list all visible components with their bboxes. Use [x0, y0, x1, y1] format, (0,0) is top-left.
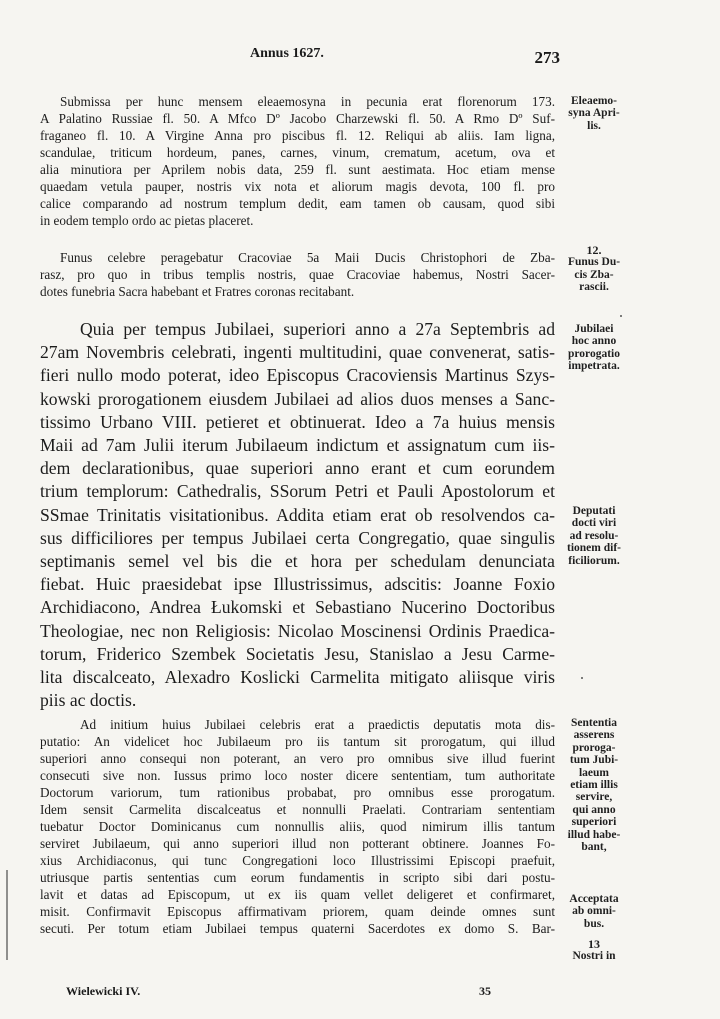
text-line: ficiliorum. [568, 554, 620, 567]
text-line: syna Apri- [568, 107, 620, 120]
text-line: Theologiae, nec non Religiosis: Nicolao Moscinensi Ordinis Praedica- [40, 620, 555, 641]
text-line: Funus Du- [567, 256, 621, 269]
text-line: fiebat. Huic praesidebat ipse Illustrissimus, adscitis: Joanne Foxio [40, 574, 555, 595]
text-line: A Palatino Russiae fl. 50. A Mfco Dº Jacobo Charzewski fl. 50. A Rmo Dº Suf- [40, 111, 555, 126]
text-line: SSmae Trinitatis visitationibus. Addita etiam erat ob resolvendos ca- [40, 504, 555, 525]
footer-sheet-number: 35 [479, 984, 491, 998]
text-line: Nostri in [572, 950, 616, 963]
text-line: tum Jubi- [569, 754, 619, 767]
text-line: Funus celebre peragebatur Cracoviae 5a Maii Ducis Christophori de Zba- [60, 250, 555, 265]
text-line: prorogatio [568, 347, 620, 360]
running-title: Annus 1627. [250, 46, 324, 61]
text-line: dem declarationibus, quae superiori anno erant et cum eorundem [40, 458, 555, 479]
margin-note-alms [560, 95, 628, 132]
text-line: putatio: An videlicet hoc Jubilaeum pro iis tantum sit prorogatum, qui illud [40, 734, 555, 749]
text-line: Sententia [571, 717, 617, 729]
speck [620, 315, 622, 317]
speck [581, 677, 583, 679]
text-line: Deputati [572, 505, 616, 517]
paragraph-jubilee [40, 318, 555, 712]
text-line: Acceptata [569, 893, 619, 905]
text-line: Submissa per hunc mensem eleaemosyna in pecunia erat florenorum 173. [60, 94, 555, 109]
text-line: impetrata. [568, 360, 620, 373]
text-line: calice comparando ad nostrum templum dedit, eam tamen ob causam, quod sibi [40, 196, 555, 211]
paragraph-alms [40, 93, 555, 229]
text-line: laeum [578, 766, 610, 779]
paragraph-funeral [40, 249, 555, 300]
text-line: serviret Jubilaeum, qui anno superiori illud non potterant obtinere. Joannes Fo- [40, 836, 555, 851]
text-line: Idem sensit Carmelita discalceatus et nonnulli Praelati. Contrariam sententiam [40, 802, 555, 817]
margin-note-nostri [560, 938, 628, 963]
text-line: fraganeo fl. 10. A Virgine Anna pro piscibus fl. 12. Reliqui ab aliis. Iam ligna, [40, 128, 555, 143]
text-line: lavit et datas ad Episcopum, ut ex iis quam vellet deligeret et confirmaret, [40, 887, 555, 902]
text-line: trium templorum: Cathedralis, SSorum Petri et Pauli Apostolorum et [40, 481, 555, 502]
text-line: torum, Friderico Szembek Societatis Jesu, Stanislao a Jesu Carme- [40, 643, 555, 664]
text-line: hoc anno [571, 335, 617, 348]
text-line: docti viri [571, 517, 617, 530]
text-line: 27am Novembris celebrati, ingenti multitudini, quae convenerat, satis- [40, 342, 555, 363]
page-header [40, 46, 560, 70]
margin-note-opinion [560, 717, 628, 853]
text-line: bant, [581, 841, 607, 854]
text-line: lita discalceato, Alexadro Koslicki Carmelita mitigato aliisque viris [40, 667, 555, 688]
text-line: scandulae, triticum hordeum, panes, carnes, vinum, crematum, acetum, ova et [40, 145, 555, 160]
text-line: servire, [575, 791, 613, 804]
text-line: consecuti sive non. Iussus primo loco noster dicere sententiam, tum authoritate [40, 768, 555, 783]
text-line: piis ac doctis. [40, 690, 137, 711]
margin-note-nostri-text [560, 950, 628, 962]
text-line: misit. Confirmavit Episcopus affirmativam priorem, quam deinde omnes sunt [40, 904, 555, 919]
text-line: superiori [571, 816, 617, 829]
paragraph-disputation [40, 716, 555, 937]
text-line: Doctorum variorum, tum rationibus probabat, pro omnibus esse prorogatum. [40, 785, 555, 800]
text-line: superiori anno consequi non poterant, an vero pro omnibus sive illud fuerint [40, 751, 555, 766]
text-line: tionem dif- [567, 542, 621, 555]
text-line: cis Zba- [574, 268, 614, 281]
text-line: Archidiacono, Andrea Łukomski et Sebastiano Nucerino Doctoribus [40, 597, 555, 618]
text-line: kowski prorogationem eiusdem Jubilaei ad alios duos menses a Sanc- [40, 388, 555, 409]
text-line: dotes funebria Sacra habebant et Fratres coronas recitabant. [40, 284, 355, 299]
text-line: rascii. [579, 281, 609, 294]
page-footer [66, 984, 526, 1002]
text-line: ad resolu- [569, 529, 619, 542]
text-line: Ad initium huius Jubilaei celebris erat a praedictis deputatis mota dis- [80, 717, 555, 732]
text-line: Maii ad 7am Julii iterum Jubilaeum indictum et assignatum cum iis- [40, 435, 555, 456]
text-line: bus. [583, 917, 605, 930]
text-line: tuebatur Doctor Dominicanus cum nonnullis aliis, quod nimirum illis tantum [40, 819, 555, 834]
text-line: in eodem templo ordo ac pietas placeret. [40, 213, 254, 228]
text-line: lis. [587, 119, 601, 132]
text-line: tissimo Urbano VIII. petieret et obtinuerat. Ideo a 7a huius mensis [40, 411, 555, 432]
margin-note-jubilee [560, 323, 628, 373]
margin-note-number: 12. [586, 243, 602, 257]
page-number: 273 [534, 48, 560, 67]
footer-signature: Wielewicki IV. [66, 984, 141, 998]
text-line: quaedam vetula pauper, nostris vix nota et aliorum magis devota, 100 fl. pro [40, 179, 555, 194]
text-line: rasz, pro quo in tribus templis nostris, quae Cracoviae habemus, Nostri Sacer- [40, 267, 555, 282]
text-line: asserens [573, 729, 615, 742]
text-line: secuti. Per totum etiam Jubilaei tempus quaterni Sacerdotes ex domo S. Bar- [40, 921, 555, 936]
binding-edge-mark [6, 870, 8, 960]
margin-note-accepted [560, 893, 628, 930]
margin-note-deputies [560, 505, 628, 567]
text-line: proroga- [572, 741, 616, 754]
text-line: Quia per tempus Jubilaei, superiori anno a 27a Septembris ad [80, 319, 555, 339]
text-line: etiam illis [570, 779, 618, 792]
margin-note-number: 13 [588, 937, 600, 951]
margin-note-funeral [560, 244, 628, 294]
text-line: qui anno [572, 803, 616, 816]
text-line: utriusque partis sententias cum eorum fundamentis in scripto sibi dari postu- [40, 870, 555, 885]
text-line: Jubilaei [574, 323, 614, 335]
text-line: fieri nullo modo poterat, ideo Episcopus Cracoviensis Martinus Szys- [40, 365, 555, 386]
text-line: sus difficiliores per tempus Jubilaei certa Congregatio, quae singulis [40, 527, 555, 548]
text-line: alia minutiora per Aprilem nobis data, 259 fl. sunt aestimata. Hoc etiam mense [40, 162, 555, 177]
text-line: xius Archidiaconus, qui tunc Congregationi loco Illustrissimi Episcopi praefuit, [40, 853, 555, 868]
margin-note-funeral-text [560, 256, 628, 293]
text-line: illud habe- [567, 828, 621, 841]
text-line: Eleaemo- [571, 95, 617, 107]
text-line: ab omni- [572, 905, 616, 918]
text-line: septimanis semel vel bis die et hora per schedulam denunciata [40, 551, 555, 572]
